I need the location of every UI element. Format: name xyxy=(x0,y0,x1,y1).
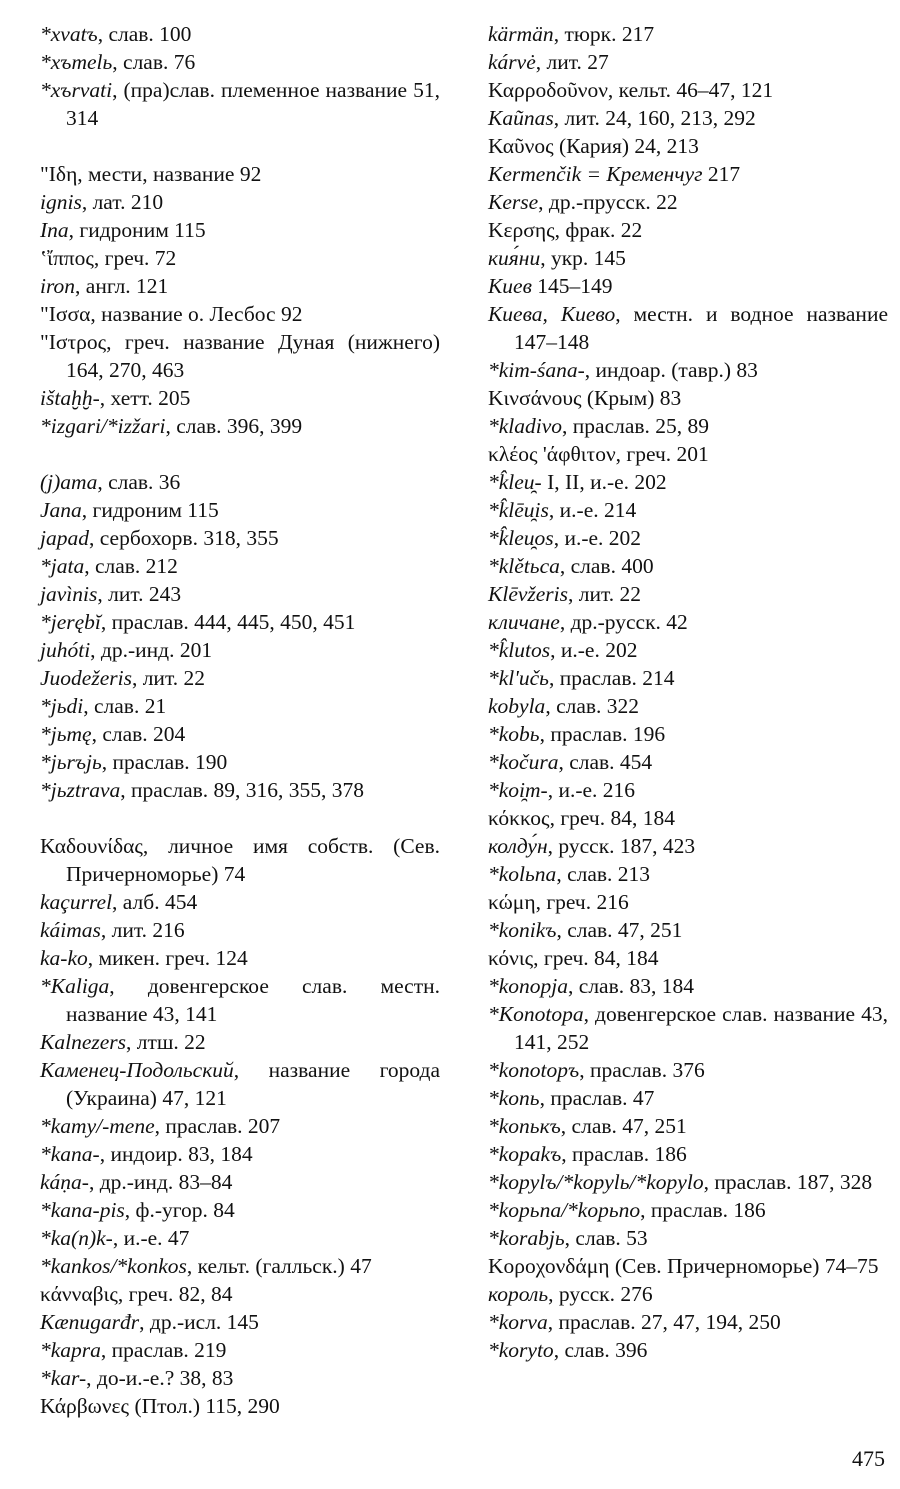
index-entry xyxy=(488,1280,888,1308)
index-entry xyxy=(40,1168,440,1196)
index-entry xyxy=(40,300,440,328)
entry-headword: *xvatъ xyxy=(40,22,98,46)
entry-text: , (пра)слав. племенное название 51, 314 xyxy=(66,78,440,130)
index-entry xyxy=(40,748,440,776)
entry-headword: *kim-śana- xyxy=(488,358,585,382)
index-column-left xyxy=(40,20,440,1420)
entry-text: , слав. 76 xyxy=(112,50,196,74)
entry-text: , хетт. 205 xyxy=(99,386,191,410)
index-entry xyxy=(40,972,440,1028)
entry-headword: *izgari/*izžari xyxy=(40,414,166,438)
index-entry xyxy=(488,496,888,524)
entry-headword: *jьztrava xyxy=(40,778,121,802)
entry-text: , лит. 27 xyxy=(535,50,609,74)
index-entry xyxy=(488,748,888,776)
page-number: 475 xyxy=(852,1446,885,1471)
index-entry xyxy=(40,76,440,132)
entry-text: , праслав. 214 xyxy=(548,666,675,690)
entry-text: , кельт. (галльск.) 47 xyxy=(186,1254,372,1278)
entry-text: , русск. 276 xyxy=(548,1282,653,1306)
entry-text: Κάρβωνες (Птол.) 115, 290 xyxy=(40,1394,280,1418)
index-entry xyxy=(488,692,888,720)
entry-text: Κινσάνους (Крым) 83 xyxy=(488,386,682,410)
entry-headword: Jana xyxy=(40,498,82,522)
index-entry xyxy=(40,384,440,412)
index-entry xyxy=(488,48,888,76)
entry-text: , микен. греч. 124 xyxy=(87,946,248,970)
index-entry xyxy=(40,272,440,300)
entry-headword: *korva xyxy=(488,1310,548,1334)
entry-text: , праслав. 27, 47, 194, 250 xyxy=(547,1310,781,1334)
index-entry xyxy=(488,720,888,748)
entry-headword: *kana-pis xyxy=(40,1198,125,1222)
entry-text: , праслав. 196 xyxy=(539,722,666,746)
index-entry xyxy=(40,1364,440,1392)
entry-text: , лит. 216 xyxy=(100,918,185,942)
entry-text: , праслав. 47 xyxy=(539,1086,655,1110)
entry-text: , тюрк. 217 xyxy=(553,22,655,46)
entry-text: , слав. 454 xyxy=(558,750,653,774)
index-entry xyxy=(488,1112,888,1140)
index-entry xyxy=(488,608,888,636)
entry-headword: *ka(n)k- xyxy=(40,1226,113,1250)
entry-text: , др.-инд. 201 xyxy=(90,638,213,662)
index-entry xyxy=(488,524,888,552)
entry-headword: *k̂lutos xyxy=(488,638,551,662)
index-entry xyxy=(488,160,888,188)
index-entry xyxy=(488,412,888,440)
entry-headword: кличане xyxy=(488,610,560,634)
index-entry xyxy=(40,160,440,188)
entry-headword: *xъmelь xyxy=(40,50,113,74)
entry-headword: *konь xyxy=(488,1086,540,1110)
index-entry xyxy=(488,580,888,608)
index-entry xyxy=(40,1196,440,1224)
index-entry xyxy=(488,944,888,972)
entry-text: , лтш. 22 xyxy=(126,1030,206,1054)
entry-text: , индоар. (тавр.) 83 xyxy=(584,358,758,382)
entry-headword: Kermenčik = Кременчуг xyxy=(488,162,703,186)
index-entry xyxy=(40,1028,440,1056)
entry-text: , довенгерское слав. название 43, 141, 252 xyxy=(514,1002,888,1054)
entry-headword: *kopakъ xyxy=(488,1142,562,1166)
entry-headword: Kalnezers xyxy=(40,1030,126,1054)
index-entry xyxy=(40,1308,440,1336)
entry-text: , довенгерское слав. местн. название 43, 141 xyxy=(66,974,440,1026)
index-entry xyxy=(488,832,888,860)
entry-text: , слав. 213 xyxy=(556,862,651,886)
entry-headword: *kana- xyxy=(40,1142,100,1166)
entry-headword: *jata xyxy=(40,554,85,578)
entry-text: , праслав. 190 xyxy=(101,750,228,774)
entry-text: , слав. 396, 399 xyxy=(165,414,303,438)
index-entry xyxy=(488,664,888,692)
entry-headword: japad xyxy=(40,526,89,550)
index-entry xyxy=(40,608,440,636)
index-entry xyxy=(488,776,888,804)
entry-text: 145–149 xyxy=(531,274,613,298)
entry-text: , праслав. 89, 316, 355, 378 xyxy=(120,778,365,802)
entry-headword: ka-ko xyxy=(40,946,88,970)
index-entry xyxy=(40,216,440,244)
entry-text: Καρροδοῦνον, кельт. 46–47, 121 xyxy=(488,78,774,102)
entry-text: , слав. 53 xyxy=(564,1226,648,1250)
entry-text: , слав. 400 xyxy=(559,554,654,578)
index-entry xyxy=(40,1336,440,1364)
index-entry xyxy=(40,692,440,720)
entry-headword: *k̂leu̯os xyxy=(488,526,554,550)
index-entry xyxy=(40,664,440,692)
entry-text: , слав. 204 xyxy=(91,722,186,746)
entry-text: , и.-е. 47 xyxy=(112,1226,190,1250)
entry-text: , и.-е. 216 xyxy=(547,778,636,802)
entry-text: , праслав. 186 xyxy=(640,1198,766,1222)
entry-headword: *kl'učь xyxy=(488,666,549,690)
entry-headword: *kopylъ/*kopylь/*kopylo xyxy=(488,1170,704,1194)
entry-headword: *Kaliga xyxy=(40,974,110,998)
entry-headword: *konopja xyxy=(488,974,569,998)
index-entry xyxy=(40,1252,440,1280)
entry-headword: Ina xyxy=(40,218,69,242)
entry-headword: Киева, Киево xyxy=(488,302,616,326)
index-entry xyxy=(40,888,440,916)
entry-text: "Ισσα, название о. Лесбос 92 xyxy=(40,302,303,326)
entry-text: , др.-исл. 145 xyxy=(139,1310,259,1334)
entry-headword: *koryto xyxy=(488,1338,554,1362)
entry-headword: ignis xyxy=(40,190,82,214)
entry-headword: *kapra xyxy=(40,1338,101,1362)
entry-headword: *kobь xyxy=(488,722,540,746)
entry-text: , русск. 187, 423 xyxy=(547,834,696,858)
entry-text: , слав. 47, 251 xyxy=(560,1114,687,1138)
entry-text: , праслав. 219 xyxy=(100,1338,227,1362)
entry-text: , индоир. 83, 184 xyxy=(99,1142,253,1166)
entry-headword: король xyxy=(488,1282,549,1306)
entry-text: κόκκος, греч. 84, 184 xyxy=(488,806,675,830)
entry-text: , слав. 83, 184 xyxy=(568,974,694,998)
entry-text: , лит. 22 xyxy=(131,666,205,690)
entry-text: , праслав. 25, 89 xyxy=(562,414,710,438)
entry-headword: *kladivo xyxy=(488,414,563,438)
entry-text: κλέος 'άφθιτον, греч. 201 xyxy=(488,442,709,466)
index-entry xyxy=(40,776,440,804)
entry-headword: *jьmę xyxy=(40,722,92,746)
entry-headword: *korabjь xyxy=(488,1226,565,1250)
entry-headword: *klětьca xyxy=(488,554,560,578)
index-entry xyxy=(488,356,888,384)
index-entry xyxy=(40,524,440,552)
index-entry xyxy=(488,636,888,664)
entry-headword: *jьdi xyxy=(40,694,84,718)
section-gap xyxy=(40,804,440,832)
entry-text: , слав. 322 xyxy=(545,694,640,718)
entry-text: , гидроним 115 xyxy=(68,218,206,242)
entry-headword: Киев xyxy=(488,274,532,298)
index-entry xyxy=(488,804,888,832)
entry-text: , и.-е. 214 xyxy=(548,498,637,522)
index-entry xyxy=(488,300,888,356)
entry-text: , праслав. 207 xyxy=(154,1114,281,1138)
index-entry xyxy=(40,552,440,580)
index-entry xyxy=(40,1112,440,1140)
index-entry xyxy=(488,1140,888,1168)
index-entry xyxy=(40,48,440,76)
entry-headword: Kaũnas xyxy=(488,106,554,130)
entry-headword: *jьrъjь xyxy=(40,750,102,774)
index-entry xyxy=(488,1000,888,1056)
entry-headword: kaçurrel xyxy=(40,890,113,914)
entry-text: I, II, и.-е. 202 xyxy=(541,470,667,494)
entry-headword: *konotopъ xyxy=(488,1058,580,1082)
entry-headword: iron xyxy=(40,274,76,298)
entry-headword: Kerse xyxy=(488,190,539,214)
index-entry xyxy=(40,1280,440,1308)
index-entry xyxy=(488,1056,888,1084)
index-entry xyxy=(488,272,888,300)
entry-text: , слав. 36 xyxy=(97,470,181,494)
index-entry xyxy=(488,1196,888,1224)
index-entry xyxy=(488,1336,888,1364)
section-gap xyxy=(40,132,440,160)
index-entry xyxy=(488,468,888,496)
entry-text: , праслав. 444, 445, 450, 451 xyxy=(100,610,356,634)
entry-text: Κερσης, фрак. 22 xyxy=(488,218,643,242)
entry-text: , праслав. 376 xyxy=(579,1058,705,1082)
entry-text: "Ιστρος, греч. название Дуная (нижнего) 164, 270, 463 xyxy=(40,330,440,382)
entry-headword: *kar- xyxy=(40,1366,87,1390)
entry-text: , англ. 121 xyxy=(75,274,169,298)
index-entry xyxy=(40,916,440,944)
entry-text: , местн. и водное название 147–148 xyxy=(514,302,888,354)
section-gap xyxy=(40,440,440,468)
entry-headword: Juodežeris xyxy=(40,666,132,690)
entry-headword: *Konotopa xyxy=(488,1002,584,1026)
index-entry xyxy=(40,832,440,888)
entry-text: , и.-е. 202 xyxy=(553,526,642,550)
index-entry xyxy=(488,132,888,160)
index-entry xyxy=(488,20,888,48)
index-entry xyxy=(40,1140,440,1168)
entry-text: , лит. 22 xyxy=(568,582,642,606)
index-column-right xyxy=(488,20,888,1364)
entry-headword: kärmän xyxy=(488,22,554,46)
entry-headword: *kankos/*konkos xyxy=(40,1254,187,1278)
entry-text: , и.-е. 202 xyxy=(550,638,638,662)
entry-headword: (j)ama xyxy=(40,470,98,494)
index-entry xyxy=(40,244,440,272)
entry-headword: *k̂leu̯- xyxy=(488,470,542,494)
entry-text: κόνις, греч. 84, 184 xyxy=(488,946,659,970)
index-entry xyxy=(488,888,888,916)
index-entry xyxy=(488,216,888,244)
entry-text: κώμη, греч. 216 xyxy=(488,890,629,914)
index-entry xyxy=(40,1392,440,1420)
index-entry xyxy=(40,944,440,972)
entry-text: ʽἴππος, греч. 72 xyxy=(40,246,177,270)
entry-headword: kobyla xyxy=(488,694,546,718)
index-entry xyxy=(40,720,440,748)
entry-text: , ф.-угор. 84 xyxy=(124,1198,235,1222)
entry-text: κάνναβις, греч. 82, 84 xyxy=(40,1282,233,1306)
entry-headword: *kolьna xyxy=(488,862,557,886)
entry-text: , праслав. 187, 328 xyxy=(703,1170,873,1194)
entry-headword: *kočura xyxy=(488,750,559,774)
entry-headword: ištaḫḫ- xyxy=(40,386,100,410)
entry-text: , лит. 24, 160, 213, 292 xyxy=(553,106,756,130)
entry-text: , праслав. 186 xyxy=(561,1142,687,1166)
entry-headword: Kænugarđr xyxy=(40,1310,140,1334)
entry-headword: *kopьna/*kopьno xyxy=(488,1198,641,1222)
index-entry xyxy=(488,440,888,468)
entry-headword: káimas xyxy=(40,918,101,942)
index-entry xyxy=(488,860,888,888)
index-entry xyxy=(488,104,888,132)
entry-headword: Klēvžeris xyxy=(488,582,569,606)
entry-headword: *jerębĭ xyxy=(40,610,101,634)
index-entry xyxy=(488,1224,888,1252)
index-entry xyxy=(40,636,440,664)
index-entry xyxy=(40,328,440,384)
index-entry xyxy=(488,916,888,944)
index-entry xyxy=(40,496,440,524)
entry-headword: juhóti xyxy=(40,638,91,662)
entry-headword: *k̂lēu̯is xyxy=(488,498,549,522)
index-entry xyxy=(488,76,888,104)
entry-text: , слав. 47, 251 xyxy=(556,918,683,942)
entry-headword: колду́н xyxy=(488,834,548,858)
entry-text: Καῦνος (Кария) 24, 213 xyxy=(488,134,699,158)
entry-text: , слав. 100 xyxy=(97,22,192,46)
entry-text: , название города (Украина) 47, 121 xyxy=(66,1058,440,1110)
entry-text: , лат. 210 xyxy=(81,190,164,214)
index-entry xyxy=(488,1168,888,1196)
entry-headword: кия́ни xyxy=(488,246,541,270)
index-entry xyxy=(488,1252,888,1280)
index-entry xyxy=(40,580,440,608)
entry-text: , слав. 396 xyxy=(553,1338,648,1362)
index-entry xyxy=(488,552,888,580)
index-entry xyxy=(40,1224,440,1252)
entry-text: , др.-прусск. 22 xyxy=(538,190,678,214)
entry-text: , алб. 454 xyxy=(112,890,198,914)
index-entry xyxy=(40,468,440,496)
entry-headword: káṇa- xyxy=(40,1170,89,1194)
entry-text: Κοροχονδάμη (Сев. Причерноморье) 74–75 xyxy=(488,1254,879,1278)
entry-headword: *xъrvati xyxy=(40,78,113,102)
index-entry xyxy=(488,384,888,412)
entry-headword: javìnis xyxy=(40,582,98,606)
entry-headword: *konikъ xyxy=(488,918,557,942)
index-entry xyxy=(40,1056,440,1112)
entry-text: , др.-инд. 83–84 xyxy=(88,1170,233,1194)
entry-text: , слав. 212 xyxy=(84,554,178,578)
index-entry xyxy=(40,188,440,216)
entry-text: "Ιδη, мести, название 92 xyxy=(40,162,262,186)
entry-text: Καδουνίδας, личное имя собств. (Сев. Причерноморье) 74 xyxy=(40,834,440,886)
entry-text: , гидроним 115 xyxy=(81,498,219,522)
index-entry xyxy=(488,972,888,1000)
entry-headword: *kamy/-mene xyxy=(40,1114,155,1138)
entry-headword: kárvė xyxy=(488,50,536,74)
entry-headword: *konькъ xyxy=(488,1114,561,1138)
entry-headword: Каменец-Подольский xyxy=(40,1058,234,1082)
entry-text: 217 xyxy=(702,162,741,186)
entry-text: , др.-русск. 42 xyxy=(559,610,688,634)
index-entry xyxy=(40,412,440,440)
entry-text: , слав. 21 xyxy=(83,694,167,718)
index-entry xyxy=(488,244,888,272)
index-entry xyxy=(488,188,888,216)
index-entry xyxy=(40,20,440,48)
entry-text: , до-и.-е.? 38, 83 xyxy=(86,1366,234,1390)
entry-text: , сербохорв. 318, 355 xyxy=(88,526,279,550)
entry-text: , лит. 243 xyxy=(97,582,182,606)
entry-text: , укр. 145 xyxy=(540,246,626,270)
index-entry xyxy=(488,1308,888,1336)
index-entry xyxy=(488,1084,888,1112)
entry-headword: *koi̯m- xyxy=(488,778,548,802)
